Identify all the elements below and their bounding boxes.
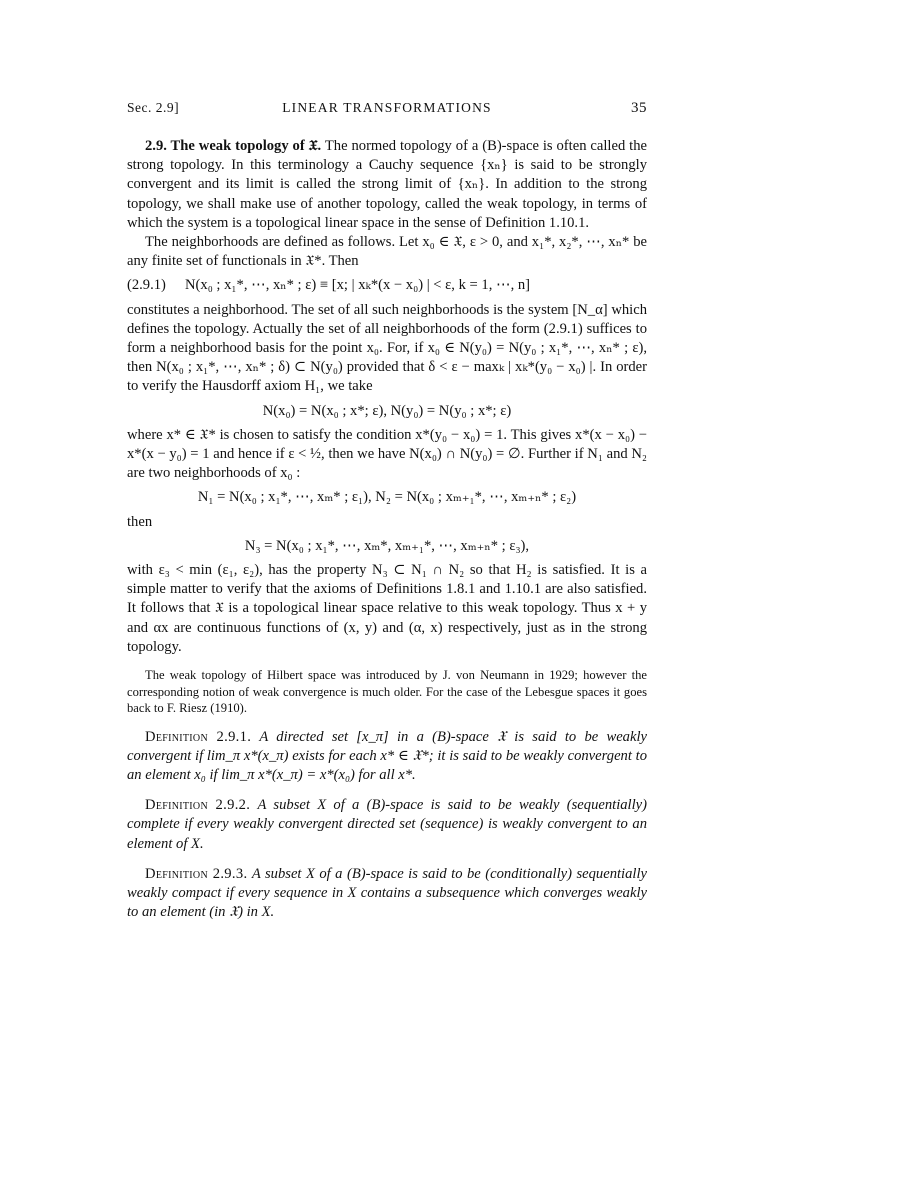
paragraph-intro (127, 137, 647, 233)
paragraph-text: The normed topology of a (B)-space is often called the strong topology. In this terminology a Cauchy sequence {xₙ} is said to be strongly convergent and its limit is called the strong limit of {xₙ}. In addition to the strong topology, we shall make use of another topology, called the weak topology, in terms of which the system is a topological linear space in the sense of Definition 1.10.1. (127, 138, 647, 231)
definition-2-9-1 (127, 728, 647, 786)
equation-n1-n2: N₁ = N(x₀ ; x₁*, ⋯, xₘ* ; ε₁), N₂ = N(x₀ ; xₘ₊₁*, ⋯, xₘ₊ₙ* ; ε₂) (197, 489, 577, 506)
paragraph-basis: constitutes a neighborhood. The set of all such neighborhoods is the system [N_α] which defines the topology. Actually the set of all neighborhoods of the form (2.9.1) suffices to form a neighborhood basis for the point x₀. For, if x₀ ∈ N(y₀) = N(y₀ ; x₁*, ⋯, xₙ* ; ε), then N(x₀ ; x₁*, ⋯, xₙ* ; δ) ⊂ N(y₀) provided that δ < ε − maxₖ | xₖ*(y₀ − x₀) |. In order to verify the Hausdorff axiom H₁, we take (127, 301, 647, 395)
equation-number: (2.9.1) (127, 277, 166, 294)
definition-2-9-3 (127, 865, 647, 923)
section-reference: Sec. 2.9] (127, 100, 180, 115)
definition-label: Definition 2.9.3. (145, 865, 248, 882)
equation-hausdorff: N(x₀) = N(x₀ ; x*; ε), N(y₀) = N(y₀ ; x*; ε) (262, 402, 512, 419)
page-number: 35 (631, 100, 647, 116)
definition-label: Definition 2.9.1. (145, 728, 252, 745)
paragraph-hausdorff: where x* ∈ 𝔛* is chosen to satisfy the condition x*(y₀ − x₀) = 1. This gives x*(x − x₀) − x*(x − y₀) = 1 and hence if ε < ½, then we have N(x₀) ∩ N(y₀) = ∅. Further if N₁ and N₂ are two neighborhoods of x₀ : (127, 426, 647, 482)
then-text: then (127, 513, 153, 530)
definition-label: Definition 2.9.2. (145, 797, 251, 814)
book-page (127, 100, 647, 922)
section-heading: 2.9. The weak topology of 𝔛. (145, 138, 322, 154)
definition-text: A subset X of a (B)-space is said to be weakly (sequentially) complete if every weakly convergent directed set (sequence) is weakly convergent to an element of X. (127, 797, 648, 852)
paragraph-conclusion: with ε₃ < min (ε₁, ε₂), has the property N₃ ⊂ N₁ ∩ N₂ so that H₂ is satisfied. It is a simple matter to verify that the axioms of Definitions 1.8.1 and 1.10.1 are also satisfied. It follows that 𝔛 is a topological linear space relative to this weak topology. Thus x + y and αx are continuous functions of (x, y) and (α, x) respectively, just as in the strong topology. (127, 562, 647, 655)
equation-2-9-1 (127, 276, 647, 295)
definition-2-9-2 (127, 796, 647, 854)
equation-body: N(x₀ ; x₁*, ⋯, xₙ* ; ε) ≡ [x; | xₖ*(x − x₀) | < ε, k = 1, ⋯, n] (185, 277, 531, 294)
running-header (127, 100, 647, 117)
definition-text: A subset X of a (B)-space is said to be (conditionally) sequentially weakly compact if every sequence in X contains a subsequence which converges weakly to an element (in 𝔛) in X. (127, 865, 647, 921)
equation-n3: N₃ = N(x₀ ; x₁*, ⋯, xₘ*, xₘ₊₁*, ⋯, xₘ₊ₙ* ; ε₃), (244, 537, 530, 554)
running-title: LINEAR TRANSFORMATIONS (282, 100, 492, 115)
historical-note: The weak topology of Hilbert space was introduced by J. von Neumann in 1929; however the corresponding notion of weak convergence is much older. For the case of the Lebesgue spaces it goes back to F. Riesz (1910). (127, 668, 647, 716)
definition-text: A directed set [x_π] in a (B)-space 𝔛 is said to be weakly convergent if lim_π x*(x_π) exists for each x* ∈ 𝔛*; it is said to be weakly convergent to an element x₀ if lim_π x*(x_π) = x*(x₀) for all x*. (127, 728, 647, 783)
paragraph-neighborhoods: The neighborhoods are defined as follows. Let x₀ ∈ 𝔛, ε > 0, and x₁*, x₂*, ⋯, xₙ* be any finite set of functionals in 𝔛*. Then (127, 234, 647, 270)
